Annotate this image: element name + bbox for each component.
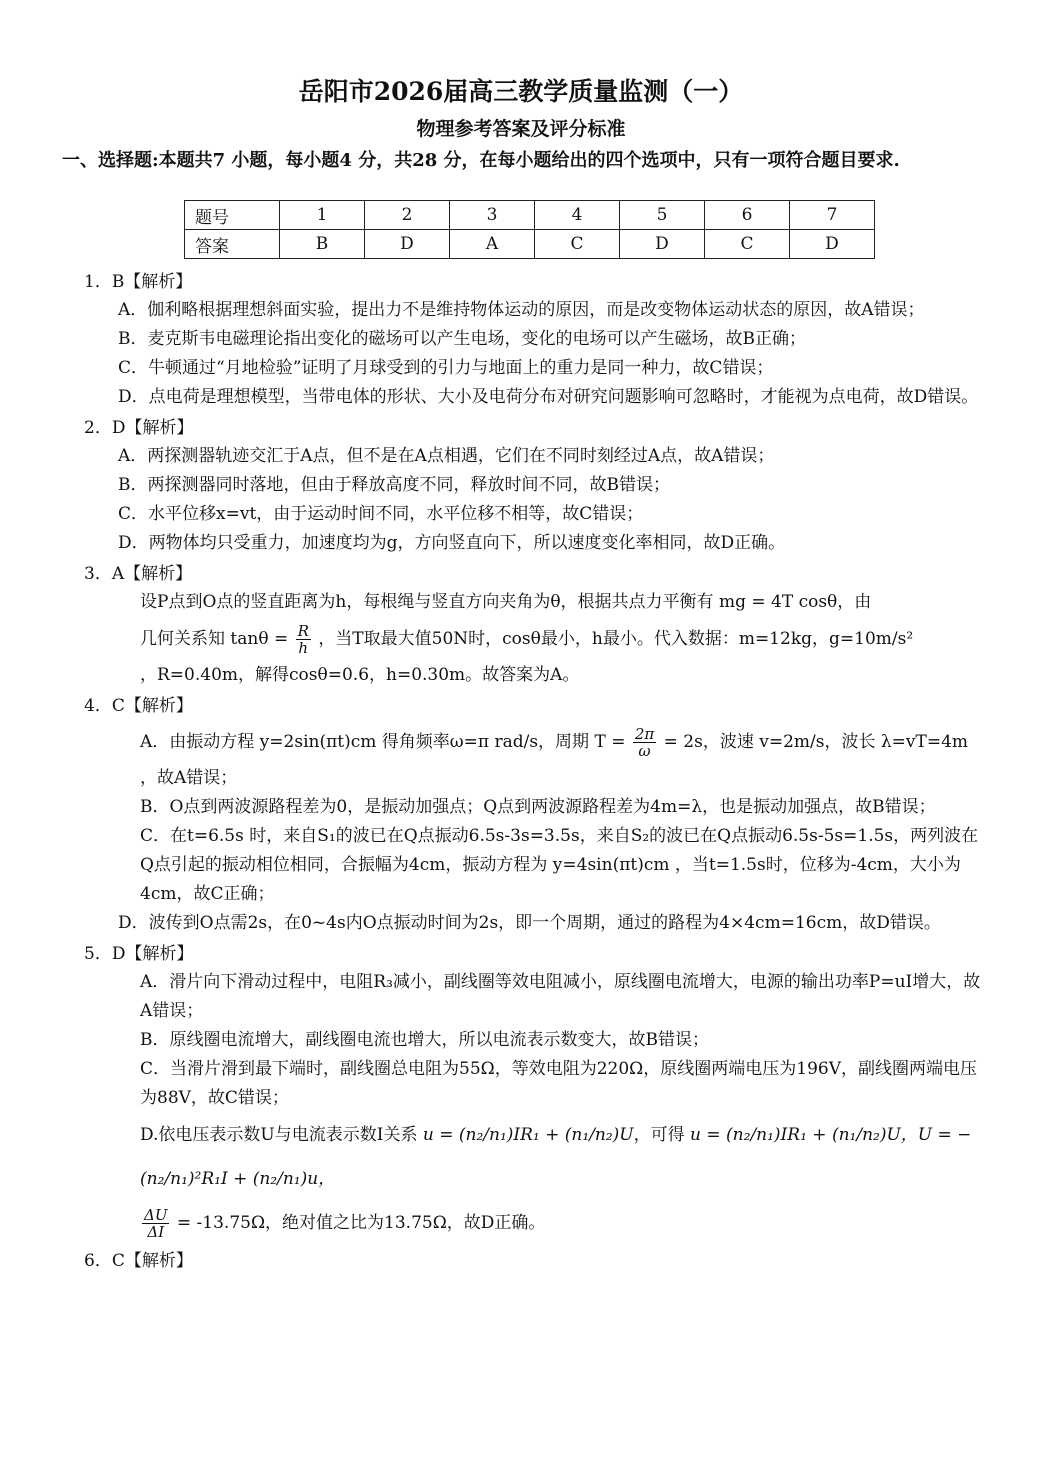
q5-option-d	[84, 1113, 992, 1201]
fraction-numerator: ΔU	[144, 1206, 168, 1224]
table-cell: 5	[620, 201, 705, 230]
q4-a-rest: = 2s，波速 v=2m/s，波长 λ=vT=4m	[663, 732, 969, 752]
table-row-answers	[185, 230, 875, 259]
answer-table	[184, 200, 875, 259]
q3-line-3: ，R=0.40m，解得cosθ=0.6，h=0.30m。故答案为A。	[140, 665, 580, 685]
table-cell: 4	[535, 201, 620, 230]
q5-option-c: C．当滑片滑到最下端时，副线圈总电阻为55Ω，等效电阻为220Ω，原线圈两端电压为196V，副线圈两端电压为88V，故C错误；	[140, 1059, 977, 1108]
fraction-denominator: ω	[638, 742, 651, 760]
table-cell: A	[450, 230, 535, 259]
table-cell: 7	[790, 201, 875, 230]
q5-equation-3: ，U = −(n₂/n₁)²R₁I + (n₂/n₁)u，	[140, 1125, 972, 1189]
question-1-heading: 1．B【解析】	[84, 272, 193, 292]
q5-equation-2: u = (n₂/n₁)IR₁ + (n₁/n₂)U	[690, 1125, 901, 1145]
question-5-heading: 5．D【解析】	[84, 944, 194, 964]
q4-option-b: B．O点到两波源路程差为0，是振动加强点；Q点到两波源路程差为4m=λ，也是振动加强点，故B错误；	[140, 797, 936, 817]
question-2-heading: 2．D【解析】	[84, 418, 194, 438]
table-cell: D	[365, 230, 450, 259]
table-cell: 6	[705, 201, 790, 230]
tan-fraction	[296, 623, 311, 656]
q4-option-c: C．在t=6.5s 时，来自S₁的波已在Q点振动6.5s-3s=3.5s，来自S₂的波已在Q点振动6.5s-5s=1.5s，两列波在Q点引起的振动相位相同，合振幅为4cm，振动方程为 y=4sin(πt)cm ，当t=1.5s时，位移为-4cm，大小为4cm，故C正确；	[140, 826, 979, 904]
question-3-heading: 3．A【解析】	[84, 564, 193, 584]
q3-line-2	[84, 617, 992, 661]
question-6-heading: 6．C【解析】	[84, 1251, 193, 1271]
q2-option-a: A．两探测器轨迹交汇于A点，但不是在A点相遇，它们在不同时刻经过A点，故A错误；	[118, 446, 775, 466]
table-header-cell: 题号	[185, 201, 280, 230]
q5-option-a: A．滑片向下滑动过程中，电阻R₃减小，副线圈等效电阻减小，原线圈电流增大，电源的输出功率P=uI增大，故A错误；	[140, 972, 981, 1021]
q3-line-2-rest: ，当T取最大值50N时，cosθ最小，h最小。代入数据：m=12kg，g=10m/s²	[318, 629, 914, 649]
q1-option-c: C．牛顿通过“月地检验”证明了月球受到的引力与地面上的重力是同一种力，故C错误；	[118, 358, 774, 378]
q4-option-d: D．波传到O点需2s，在0~4s内O点振动时间为2s，即一个周期，通过的路程为4×4cm=16cm，故D错误。	[118, 913, 941, 933]
q4-option-a	[84, 720, 992, 764]
fraction-numerator: 2π	[634, 725, 655, 743]
q4-option-a-cont: ，故A错误；	[140, 768, 238, 788]
table-cell: C	[705, 230, 790, 259]
delta-fraction	[142, 1207, 169, 1240]
table-cell: 1	[280, 201, 365, 230]
section-heading: 一、选择题:本题共7 小题，每小题4 分，共28 分，在每小题给出的四个选项中，只有一项符合题目要求.	[62, 150, 900, 171]
question-4-heading: 4．C【解析】	[84, 696, 193, 716]
q3-line-1: 设P点到O点的竖直距离为h，每根绳与竖直方向夹角为θ，根据共点力平衡有 mg = 4T cosθ，由	[140, 592, 872, 612]
page-title: 岳阳市2026届高三教学质量监测（一）	[298, 77, 744, 106]
answer-body	[84, 266, 992, 1275]
table-cell: B	[280, 230, 365, 259]
fraction-numerator: R	[297, 622, 309, 640]
page-subtitle: 物理参考答案及评分标准	[416, 118, 626, 140]
q4-a-text: A．由振动方程 y=2sin(πt)cm 得角频率ω=π rad/s，周期 T =	[140, 732, 626, 752]
table-cell: D	[790, 230, 875, 259]
q2-option-b: B．两探测器同时落地，但由于释放高度不同，释放时间不同，故B错误；	[118, 475, 670, 495]
table-cell: 2	[365, 201, 450, 230]
q3-line-2-text: 几何关系知 tanθ =	[140, 629, 289, 649]
q5-option-b: B．原线圈电流增大，副线圈电流也增大，所以电流表示数变大，故B错误；	[140, 1030, 709, 1050]
period-fraction	[633, 726, 656, 759]
table-cell: 3	[450, 201, 535, 230]
q1-option-d: D．点电荷是理想模型，当带电体的形状、大小及电荷分布对研究问题影响可忽略时，才能视为点电荷，故D错误。	[118, 387, 979, 407]
fraction-denominator: ΔI	[147, 1223, 165, 1241]
q1-option-a: A．伽利略根据理想斜面实验，提出力不是维持物体运动的原因，而是改变物体运动状态的原因，故A错误；	[118, 300, 925, 320]
table-cell: D	[620, 230, 705, 259]
table-header-cell: 答案	[185, 230, 280, 259]
q1-option-b: B．麦克斯韦电磁理论指出变化的磁场可以产生电场，变化的电场可以产生磁场，故B正确；	[118, 329, 806, 349]
q2-option-d: D．两物体均只受重力，加速度均为g，方向竖直向下，所以速度变化率相同，故D正确。	[118, 533, 786, 553]
q5-d-text: D.依电压表示数U与电流表示数I关系	[140, 1125, 418, 1145]
table-row-numbers	[185, 201, 875, 230]
q5-d-result: = -13.75Ω，绝对值之比为13.75Ω，故D正确。	[176, 1213, 546, 1233]
fraction-denominator: h	[298, 639, 309, 657]
table-cell: C	[535, 230, 620, 259]
q5-option-d-cont	[84, 1201, 992, 1245]
q5-equation-1: u = (n₂/n₁)IR₁ + (n₁/n₂)U	[422, 1125, 634, 1145]
q2-option-c: C．水平位移x=vt，由于运动时间不同，水平位移不相等，故C错误；	[118, 504, 644, 524]
q5-d-mid: ，可得	[633, 1125, 685, 1145]
